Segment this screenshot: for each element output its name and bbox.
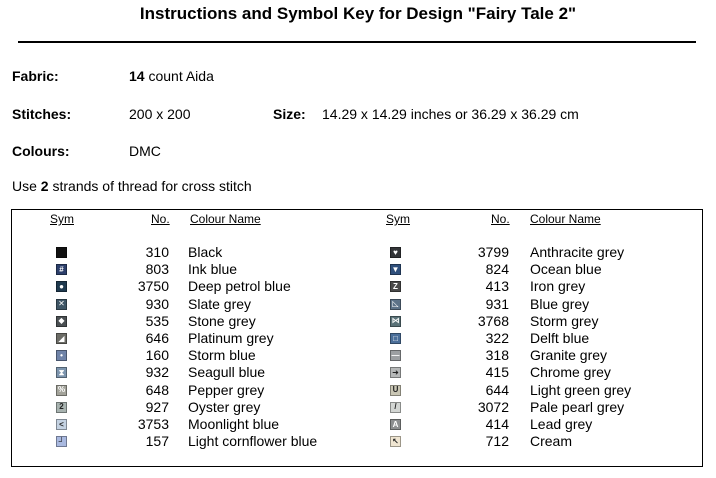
- key-row: [0, 433, 716, 450]
- symbol-glyph: •: [60, 350, 63, 360]
- symbol-glyph: ▼: [391, 264, 400, 274]
- dmc-number: 930: [145, 295, 169, 312]
- colour-name: Storm grey: [530, 312, 599, 329]
- symbol-glyph: ⧗: [58, 367, 65, 377]
- dmc-number: 931: [485, 295, 509, 312]
- symbol-glyph: Z: [393, 281, 398, 291]
- key-row: [0, 416, 716, 433]
- symbol-glyph: ➜: [392, 367, 399, 377]
- colour-name: Storm blue: [188, 347, 256, 364]
- fabric-count: 14: [129, 68, 145, 84]
- colour-name: Light green grey: [530, 381, 632, 398]
- symbol-glyph: ◺: [392, 299, 399, 309]
- symbol-swatch-icon: [390, 419, 401, 430]
- key-row: [0, 313, 716, 330]
- colour-name: Slate grey: [188, 295, 252, 312]
- dmc-number: 927: [145, 398, 169, 415]
- colour-name: Anthracite grey: [530, 244, 625, 260]
- table-bottom-mark: [11, 466, 106, 467]
- symbol-swatch-icon: [390, 247, 401, 258]
- fabric-label: Fabric:: [12, 68, 59, 84]
- instruction-post: strands of thread for cross stitch: [48, 178, 252, 194]
- symbol-glyph: /: [394, 402, 397, 412]
- key-row: [0, 330, 716, 347]
- symbol-glyph: ┘: [58, 436, 65, 446]
- dmc-number: 160: [145, 347, 169, 364]
- symbol-glyph: %: [57, 385, 66, 395]
- colours-value: DMC: [129, 143, 161, 159]
- size-value: 14.29 x 14.29 inches or 36.29 x 36.29 cm: [322, 106, 579, 122]
- dmc-number: 648: [145, 381, 169, 398]
- fabric-value: [129, 68, 214, 84]
- dmc-number: 3072: [477, 398, 509, 415]
- colour-name: Deep petrol blue: [188, 278, 291, 295]
- key-row: [0, 364, 716, 381]
- key-row: [0, 347, 716, 364]
- symbol-swatch-icon: [390, 281, 401, 292]
- colour-name: Black: [188, 244, 223, 260]
- key-row: [0, 382, 716, 399]
- symbol-glyph: ◆: [58, 316, 65, 326]
- colour-name: Moonlight blue: [188, 416, 280, 432]
- symbol-glyph: ◢: [58, 333, 65, 343]
- symbol-glyph: ↖: [392, 436, 399, 446]
- dmc-number: 3799: [477, 244, 509, 260]
- symbol-swatch-icon: [390, 436, 401, 447]
- key-row: [0, 399, 716, 416]
- colour-name: Blue grey: [530, 295, 590, 312]
- symbol-swatch-icon: [390, 264, 401, 275]
- symbol-swatch-icon: [390, 350, 401, 361]
- size-label: Size:: [273, 106, 306, 122]
- fabric-type: count Aida: [144, 68, 214, 84]
- colour-name: Stone grey: [188, 312, 256, 329]
- symbol-swatch-icon: [390, 316, 401, 327]
- symbol-glyph: U: [392, 385, 399, 395]
- colour-name: Pepper grey: [188, 381, 265, 398]
- colour-name: Chrome grey: [530, 364, 611, 381]
- dmc-number: 932: [145, 364, 169, 381]
- key-row: [0, 278, 716, 295]
- dmc-number: 712: [485, 433, 509, 450]
- dmc-number: 414: [485, 416, 509, 432]
- colour-name: Cream: [530, 433, 573, 450]
- dmc-number: 413: [485, 278, 509, 295]
- symbol-glyph: <: [59, 419, 64, 429]
- dmc-number: 803: [145, 261, 169, 278]
- symbol-glyph: #: [59, 264, 64, 274]
- colour-name: Ink blue: [188, 261, 238, 278]
- dmc-number: 644: [485, 381, 509, 398]
- colour-name: Platinum grey: [188, 330, 274, 346]
- key-row: [0, 261, 716, 278]
- left-no-header: No.: [151, 212, 170, 226]
- dmc-number: 3753: [137, 416, 169, 432]
- colour-name: Light cornflower blue: [188, 433, 318, 450]
- symbol-swatch-icon: [390, 333, 401, 344]
- colour-name: Seagull blue: [188, 364, 266, 381]
- stitches-label: Stitches:: [12, 106, 72, 122]
- title-underline: [18, 41, 696, 43]
- symbol-swatch-icon: [390, 402, 401, 413]
- left-name-header: Colour Name: [190, 212, 261, 226]
- dmc-number: 310: [145, 244, 169, 260]
- key-row: [0, 296, 716, 313]
- dmc-number: 157: [145, 433, 169, 450]
- colours-label: Colours:: [12, 143, 70, 159]
- stitches-value: 200 x 200: [129, 106, 191, 122]
- dmc-number: 3768: [477, 312, 509, 329]
- colour-name: Pale pearl grey: [530, 398, 625, 415]
- colour-name: Delft blue: [530, 330, 590, 346]
- symbol-glyph: ⋈: [391, 316, 400, 326]
- symbol-glyph: ✕: [58, 299, 65, 309]
- right-no-header: No.: [491, 212, 510, 226]
- strand-count: 2: [40, 178, 49, 194]
- symbol-glyph: ●: [59, 281, 64, 291]
- dmc-number: 318: [485, 347, 509, 364]
- symbol-glyph: A: [392, 419, 399, 429]
- symbol-swatch-icon: [390, 299, 401, 310]
- symbol-glyph: □: [393, 333, 398, 343]
- colour-name: Oyster grey: [188, 398, 261, 415]
- right-sym-header: Sym: [386, 212, 410, 226]
- dmc-number: 824: [485, 261, 509, 278]
- key-row: [0, 244, 716, 261]
- dmc-number: 415: [485, 364, 509, 381]
- colour-name: Granite grey: [530, 347, 608, 364]
- symbol-swatch-icon: [390, 385, 401, 396]
- dmc-number: 646: [145, 330, 169, 346]
- left-sym-header: Sym: [50, 212, 74, 226]
- dmc-number: 535: [145, 312, 169, 329]
- symbol-glyph: ♥: [393, 247, 398, 257]
- symbol-swatch-icon: [390, 367, 401, 378]
- dmc-number: 3750: [137, 278, 169, 295]
- dmc-number: 322: [485, 330, 509, 346]
- colour-name: Ocean blue: [530, 261, 602, 278]
- strand-instruction: [12, 178, 252, 194]
- colour-name: Lead grey: [530, 416, 593, 432]
- symbol-glyph: 2: [59, 402, 64, 412]
- right-name-header: Colour Name: [530, 212, 601, 226]
- document-title: Instructions and Symbol Key for Design "Fairy Tale 2": [139, 4, 577, 23]
- colour-name: Iron grey: [530, 278, 586, 295]
- instruction-pre: Use: [12, 178, 41, 194]
- symbol-glyph: —: [391, 350, 400, 360]
